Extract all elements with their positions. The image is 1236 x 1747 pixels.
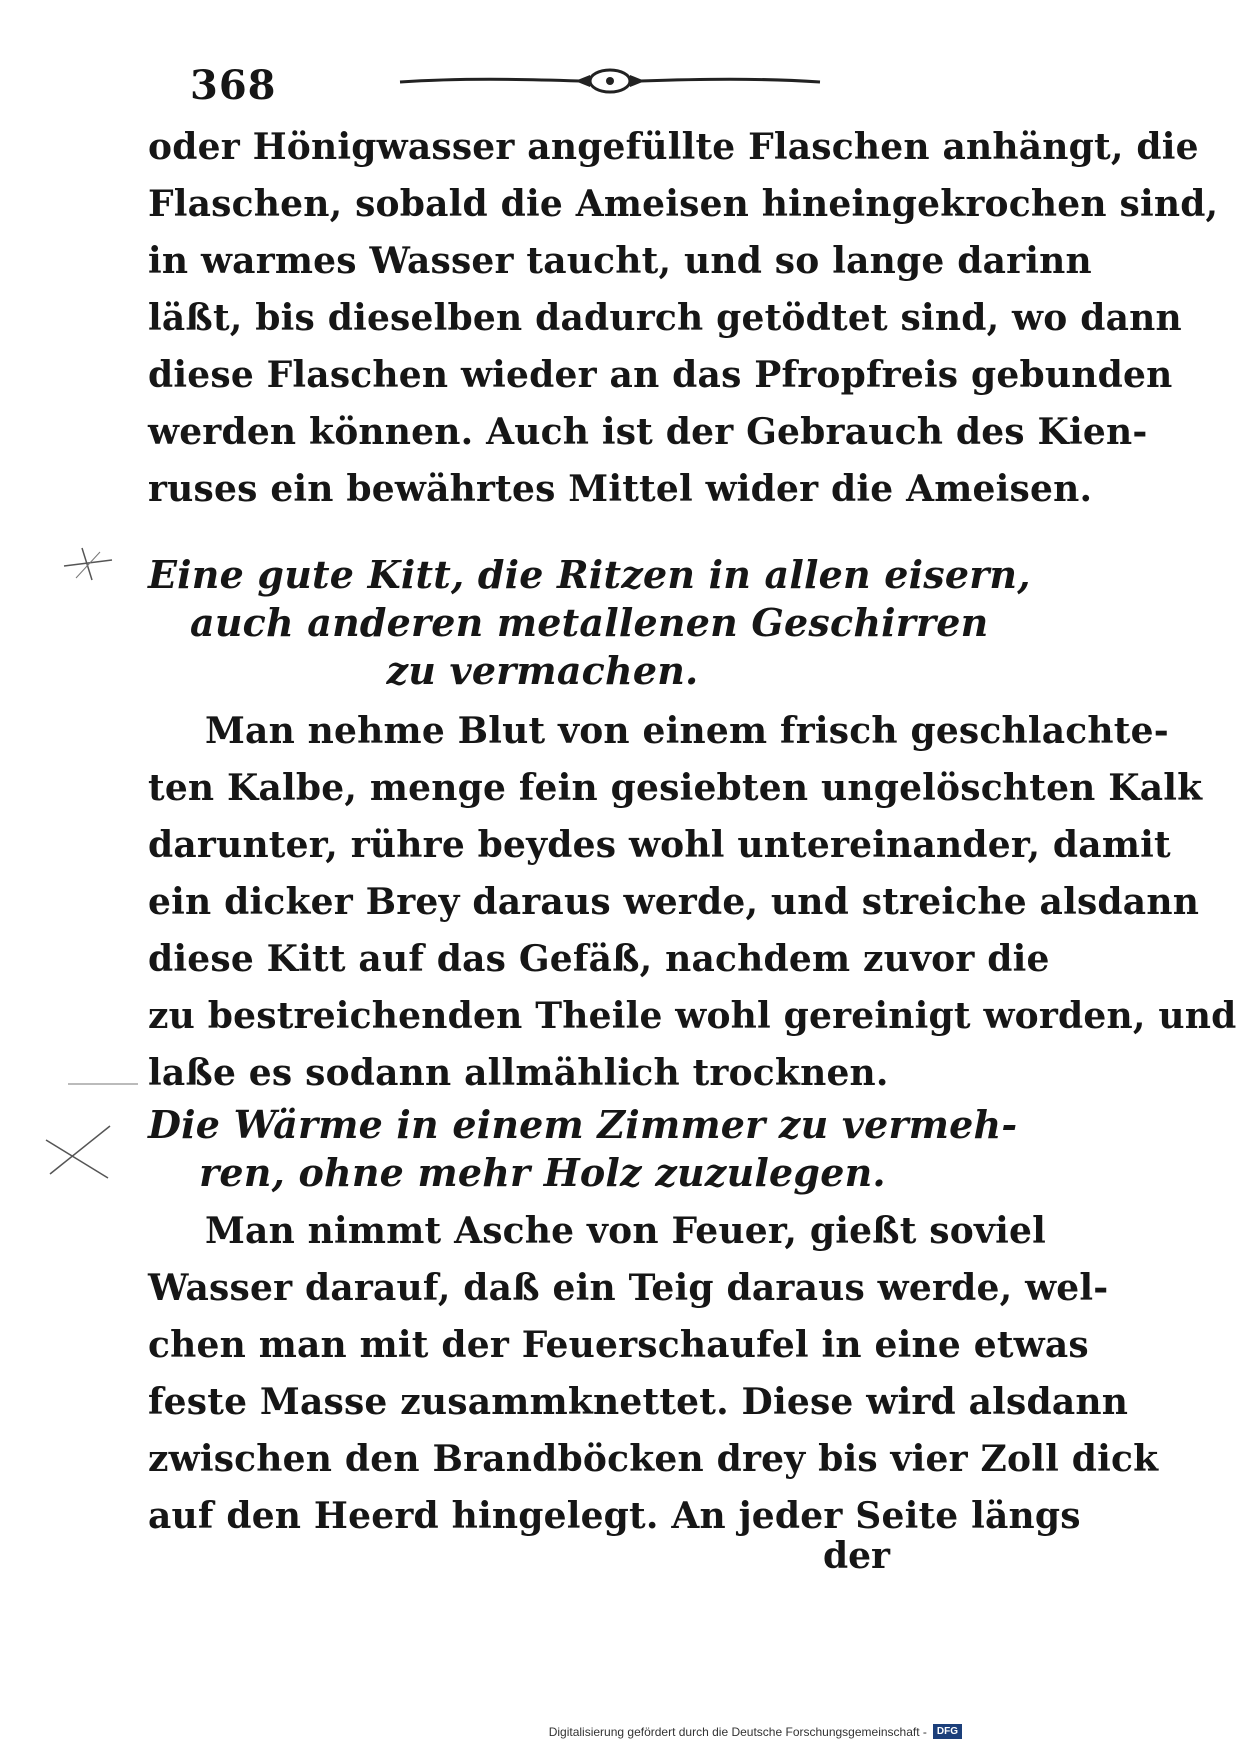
digitization-footer [549, 1724, 962, 1739]
text-line: chen man mit der Feuerschaufel in eine etwas [148, 1324, 1089, 1366]
section-heading: Eine gute Kitt, die Ritzen in allen eisern, [148, 552, 1031, 597]
text-line: feste Masse zusammknettet. Diese wird alsdann [148, 1381, 1129, 1423]
text-line: läßt, bis dieselben dadurch getödtet sind, wo dann [148, 297, 1182, 339]
text-line: darunter, rühre beydes wohl untereinander, damit [148, 824, 1171, 866]
text-line: Flaschen, sobald die Ameisen hineingekrochen sind, [148, 183, 1219, 225]
ornament-rule [400, 66, 820, 96]
text-line: werden können. Auch ist der Gebrauch des Kien- [148, 411, 1148, 453]
text-line: laße es sodann allmählich trocknen. [148, 1052, 889, 1094]
text-line: auf den Heerd hingelegt. An jeder Seite längs [148, 1495, 1081, 1537]
page-number: 368 [190, 62, 277, 109]
text-line: diese Kitt auf das Gefäß, nachdem zuvor die [148, 938, 1050, 980]
text-line: zu bestreichenden Theile wohl gereinigt worden, und [148, 995, 1236, 1037]
section-heading: Die Wärme in einem Zimmer zu vermeh- [148, 1102, 1018, 1147]
margin-mark [58, 540, 118, 590]
text-line: diese Flaschen wieder an das Pfropfreis gebunden [148, 354, 1173, 396]
footer-text: Digitalisierung gefördert durch die Deutsche Forschungsgemeinschaft - [548, 1724, 927, 1739]
section-heading: ren, ohne mehr Holz zuzulegen. [199, 1150, 886, 1195]
margin-mark [38, 1070, 148, 1180]
text-line: Wasser darauf, daß ein Teig daraus werde, wel- [148, 1267, 1109, 1309]
text-line: in warmes Wasser taucht, und so lange darinn [148, 240, 1092, 282]
text-line: Man nehme Blut von einem frisch geschlachte- [205, 710, 1169, 752]
text-line: ein dicker Brey daraus werde, und streiche alsdann [148, 881, 1200, 923]
text-line: ten Kalbe, menge fein gesiebten ungelöschten Kalk [148, 767, 1203, 809]
dfg-logo: DFG [933, 1724, 962, 1739]
section-heading: auch anderen metallenen Geschirren [190, 600, 989, 645]
text-line: oder Hönigwasser angefüllte Flaschen anhängt, die [148, 126, 1199, 168]
text-line: ruses ein bewährtes Mittel wider die Ameisen. [148, 468, 1093, 510]
text-line: zwischen den Brandböcken drey bis vier Zoll dick [148, 1438, 1159, 1480]
section-heading: zu vermachen. [386, 648, 699, 693]
catchword: der [822, 1535, 890, 1577]
text-line: Man nimmt Asche von Feuer, gießt soviel [205, 1210, 1046, 1252]
